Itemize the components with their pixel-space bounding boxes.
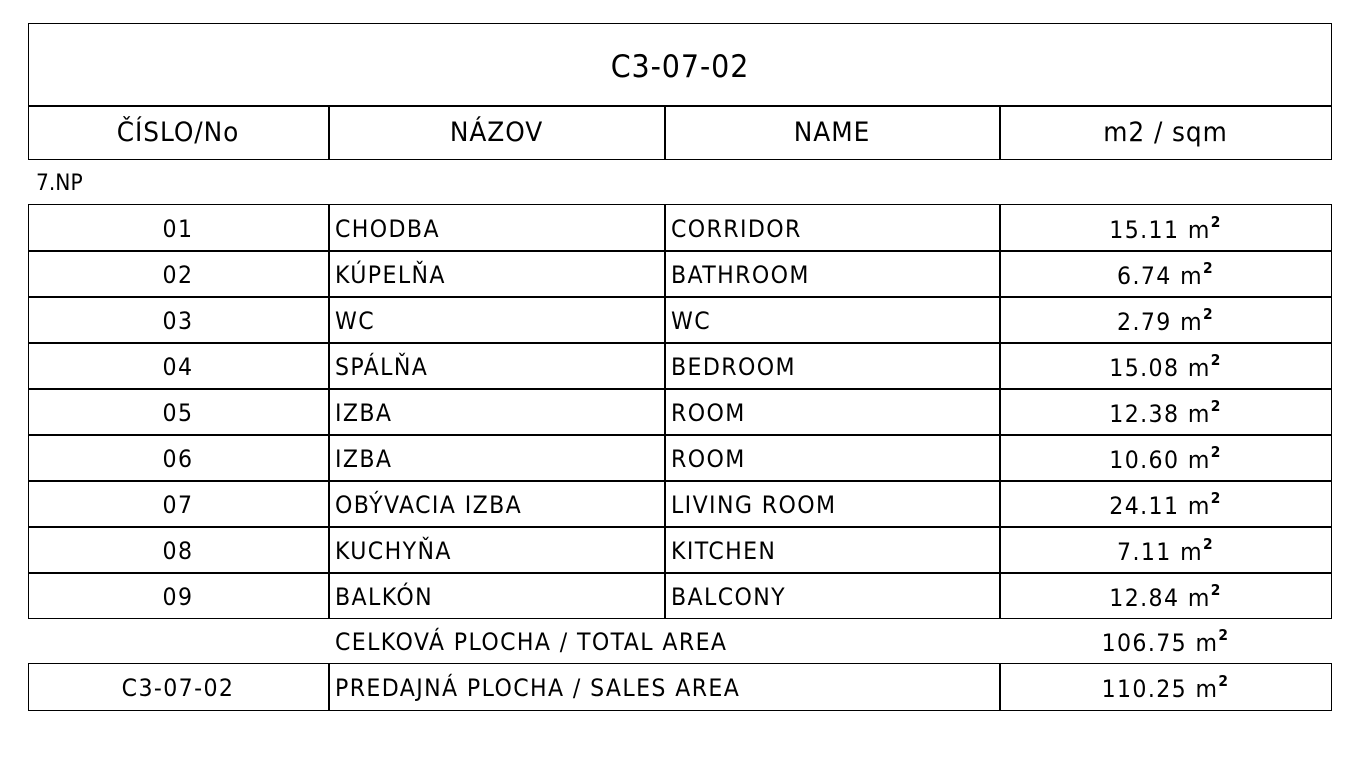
room-name-en: BALCONY: [671, 583, 787, 611]
room-name-en: WC: [671, 307, 712, 335]
room-name-en: LIVING ROOM: [671, 491, 837, 519]
room-name-sk: CHODBA: [335, 215, 440, 243]
room-area: 12.38 $m^2$: [1109, 397, 1222, 428]
room-number: 04: [162, 353, 194, 381]
header-name-sk: NÁZOV: [449, 117, 544, 148]
floor-label: 7.NP: [36, 171, 83, 196]
room-name-en: BEDROOM: [671, 353, 796, 381]
row-divider: [28, 342, 1332, 344]
room-name-sk: WC: [335, 307, 376, 335]
header-area: m2 / sqm: [1103, 117, 1228, 148]
header-name-en: NAME: [793, 117, 871, 148]
room-name-en: CORRIDOR: [671, 215, 802, 243]
row-divider: [28, 388, 1332, 390]
room-name-sk: SPÁLŇA: [335, 353, 429, 381]
room-name-sk: OBÝVACIA IZBA: [335, 491, 523, 519]
room-name-sk: IZBA: [335, 399, 393, 427]
room-name-en: ROOM: [671, 445, 746, 473]
row-divider: [28, 526, 1332, 528]
total-area: 106.75 $m^2$: [1101, 626, 1230, 657]
room-area: 12.84 $m^2$: [1109, 581, 1222, 612]
room-area: 15.11 $m^2$: [1109, 213, 1222, 244]
room-name-sk: KÚPELŇA: [335, 261, 446, 289]
room-area: 6.74 $m^2$: [1117, 259, 1214, 290]
room-name-en: KITCHEN: [671, 537, 777, 565]
room-area: 24.11 $m^2$: [1109, 489, 1222, 520]
row-divider: [28, 296, 1332, 298]
room-number: 07: [162, 491, 194, 519]
room-name-en: BATHROOM: [671, 261, 810, 289]
room-number: 03: [162, 307, 194, 335]
room-name-sk: BALKÓN: [335, 583, 434, 611]
sales-label: PREDAJNÁ PLOCHA / SALES AREA: [335, 674, 741, 702]
room-number: 01: [162, 215, 194, 243]
room-number: 06: [162, 445, 194, 473]
sales-number: C3-07-02: [121, 674, 235, 702]
room-area: 10.60 $m^2$: [1109, 443, 1222, 474]
room-area: 2.79 $m^2$: [1117, 305, 1214, 336]
total-label: CELKOVÁ PLOCHA / TOTAL AREA: [335, 628, 728, 656]
row-divider: [28, 250, 1332, 252]
row-divider: [28, 434, 1332, 436]
row-divider: [28, 572, 1332, 574]
room-number: 02: [162, 261, 194, 289]
row-divider: [28, 480, 1332, 482]
header-number: ČÍSLO/No: [116, 117, 240, 148]
sales-area: 110.25 $m^2$: [1101, 672, 1230, 703]
unit-title: C3-07-02: [610, 49, 750, 85]
room-name-sk: KUCHYŇA: [335, 537, 452, 565]
room-number: 05: [162, 399, 194, 427]
room-area: 15.08 $m^2$: [1109, 351, 1222, 382]
room-area: 7.11 $m^2$: [1117, 535, 1214, 566]
room-number: 09: [162, 583, 194, 611]
room-number: 08: [162, 537, 194, 565]
room-name-sk: IZBA: [335, 445, 393, 473]
room-name-en: ROOM: [671, 399, 746, 427]
